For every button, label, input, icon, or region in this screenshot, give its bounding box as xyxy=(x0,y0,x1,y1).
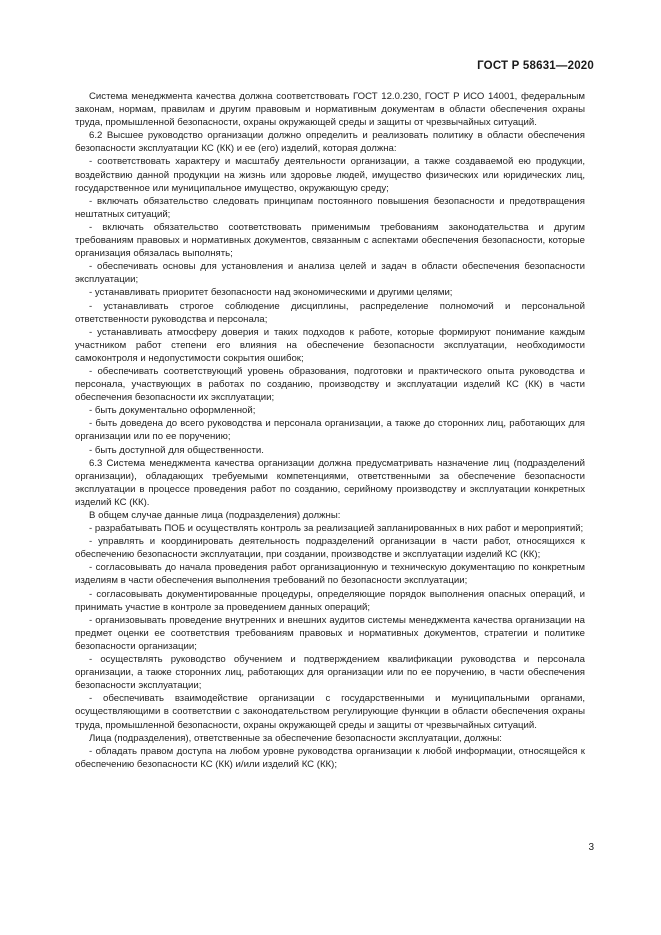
list-item: - согласовывать до начала проведения работ организационную и техническую документацию по конкретным изделиям в части обеспечения выполнения требований по безопасности эксплуатации; xyxy=(75,562,585,587)
paragraph: В общем случае данные лица (подразделения) должны: xyxy=(89,510,341,521)
list-item: - устанавливать приоритет безопасности над экономическими и другими целями; xyxy=(89,287,453,299)
document-code-header: ГОСТ Р 58631—2020 xyxy=(477,60,594,72)
list-item: - управлять и координировать деятельность подразделений организации в части работ, относящихся к обеспечению безопасности эксплуатации, при создании, производстве и эксплуатации изделий КС (КК); xyxy=(75,536,585,561)
list-item: - организовывать проведение внутренних и внешних аудитов системы менеджмента качества организации на предмет оценки ее соответствия требованиям правовых и нормативных документов, стратегии и политике безопасности организации; xyxy=(75,614,585,652)
paragraph: 6.2 Высшее руководство организации должно определить и реализовать политику в области обеспечения безопасности эксплуатации КС (КК) и ее (его) изделий, которая должна: xyxy=(75,130,585,155)
list-item: - осуществлять руководство обучением и подтверждением квалификации руководства и персонала организации, а также сторонних лиц, работающих для организации или по ее поручению, в части обеспечения безопасности эксплуатации; xyxy=(75,654,585,692)
list-item: - согласовывать документированные процедуры, определяющие порядок выполнения опасных операций, и принимать участие в контроле за проведением данных операций; xyxy=(75,588,585,613)
list-item: - обеспечивать соответствующий уровень образования, подготовки и практического опыта руководства и персонала, участвующих в работах по созданию, производству и эксплуатации изделий КС (КК) в части обеспечения безопасности их эксплуатации; xyxy=(75,365,585,404)
list-item: - включать обязательство соответствовать применимым требованиям законодательства и другим требованиям правовых и нормативных документов, связанным с аспектами обеспечения безопасности, которые организация обязалась выполнять; xyxy=(75,221,585,260)
paragraph: Система менеджмента качества должна соответствовать ГОСТ 12.0.230, ГОСТ Р ИСО 14001, федеральным законам, нормам, правилам и другим правовым и нормативным документам в области обеспечения охраны труда, промышленной безопасности, охраны окружающей среды и защиты от чрезвычайных ситуаций. xyxy=(75,91,585,129)
list-item: - разрабатывать ПОБ и осуществлять контроль за реализацией запланированных в них работ и мероприятий; xyxy=(89,523,584,535)
list-item: - обеспечивать основы для установления и анализа целей и задач в области обеспечения безопасности эксплуатации; xyxy=(75,261,585,286)
page-number: 3 xyxy=(588,842,594,853)
paragraph: Лица (подразделения), ответственные за обеспечение безопасности эксплуатации, должны: xyxy=(89,732,502,744)
document-body xyxy=(75,90,585,771)
list-item: - включать обязательство следовать принципам постоянного повышения безопасности и предотвращения нештатных ситуаций; xyxy=(75,195,585,220)
list-item: - обладать правом доступа на любом уровне руководства организации к любой информации, относящейся к обеспечению безопасности КС (КК) и/или изделий КС (КК); xyxy=(75,745,585,770)
list-item: - быть доведена до всего руководства и персонала организации, а также до сторонних лиц, работающих для организации или по ее поручению; xyxy=(75,418,585,443)
list-item: - быть документально оформленной; xyxy=(89,405,256,417)
list-item: - устанавливать строгое соблюдение дисциплины, распределение полномочий и персональной ответственности руководства и персонала; xyxy=(75,300,585,325)
list-item: - устанавливать атмосферу доверия и таких подходов к работе, которые формируют понимание каждым участником работ степени его влияния на обеспечение безопасности эксплуатации, необходимости самоконтроля и недопустимости сокрытия ошибок; xyxy=(75,326,585,364)
list-item: - быть доступной для общественности. xyxy=(89,444,264,456)
list-item: - обеспечивать взаимодействие организации с государственными и муниципальными органами, осуществляющими в соответствии с законодательством регулирующие функции в области обеспечения охраны труда, промышленной безопасности, охраны окружающей среды и защиты от чрезвычайных ситуаций. xyxy=(75,693,585,731)
paragraph: 6.3 Система менеджмента качества организации должна предусматривать назначение лиц (подразделений организации), обладающих требуемыми компетенциями, ответственными за обеспечение безопасности эксплуатации в процессе проведения работ по созданию, серийному производству и эксплуатации конкретных изделий КС (КК). xyxy=(75,457,585,508)
list-item: - соответствовать характеру и масштабу деятельности организации, а также создаваемой ею продукции, воздействию данной продукции на жизнь или здоровье людей, имущество физических или юридических лиц, государственное или муниципальное имущество, окружающую среду; xyxy=(75,156,585,194)
